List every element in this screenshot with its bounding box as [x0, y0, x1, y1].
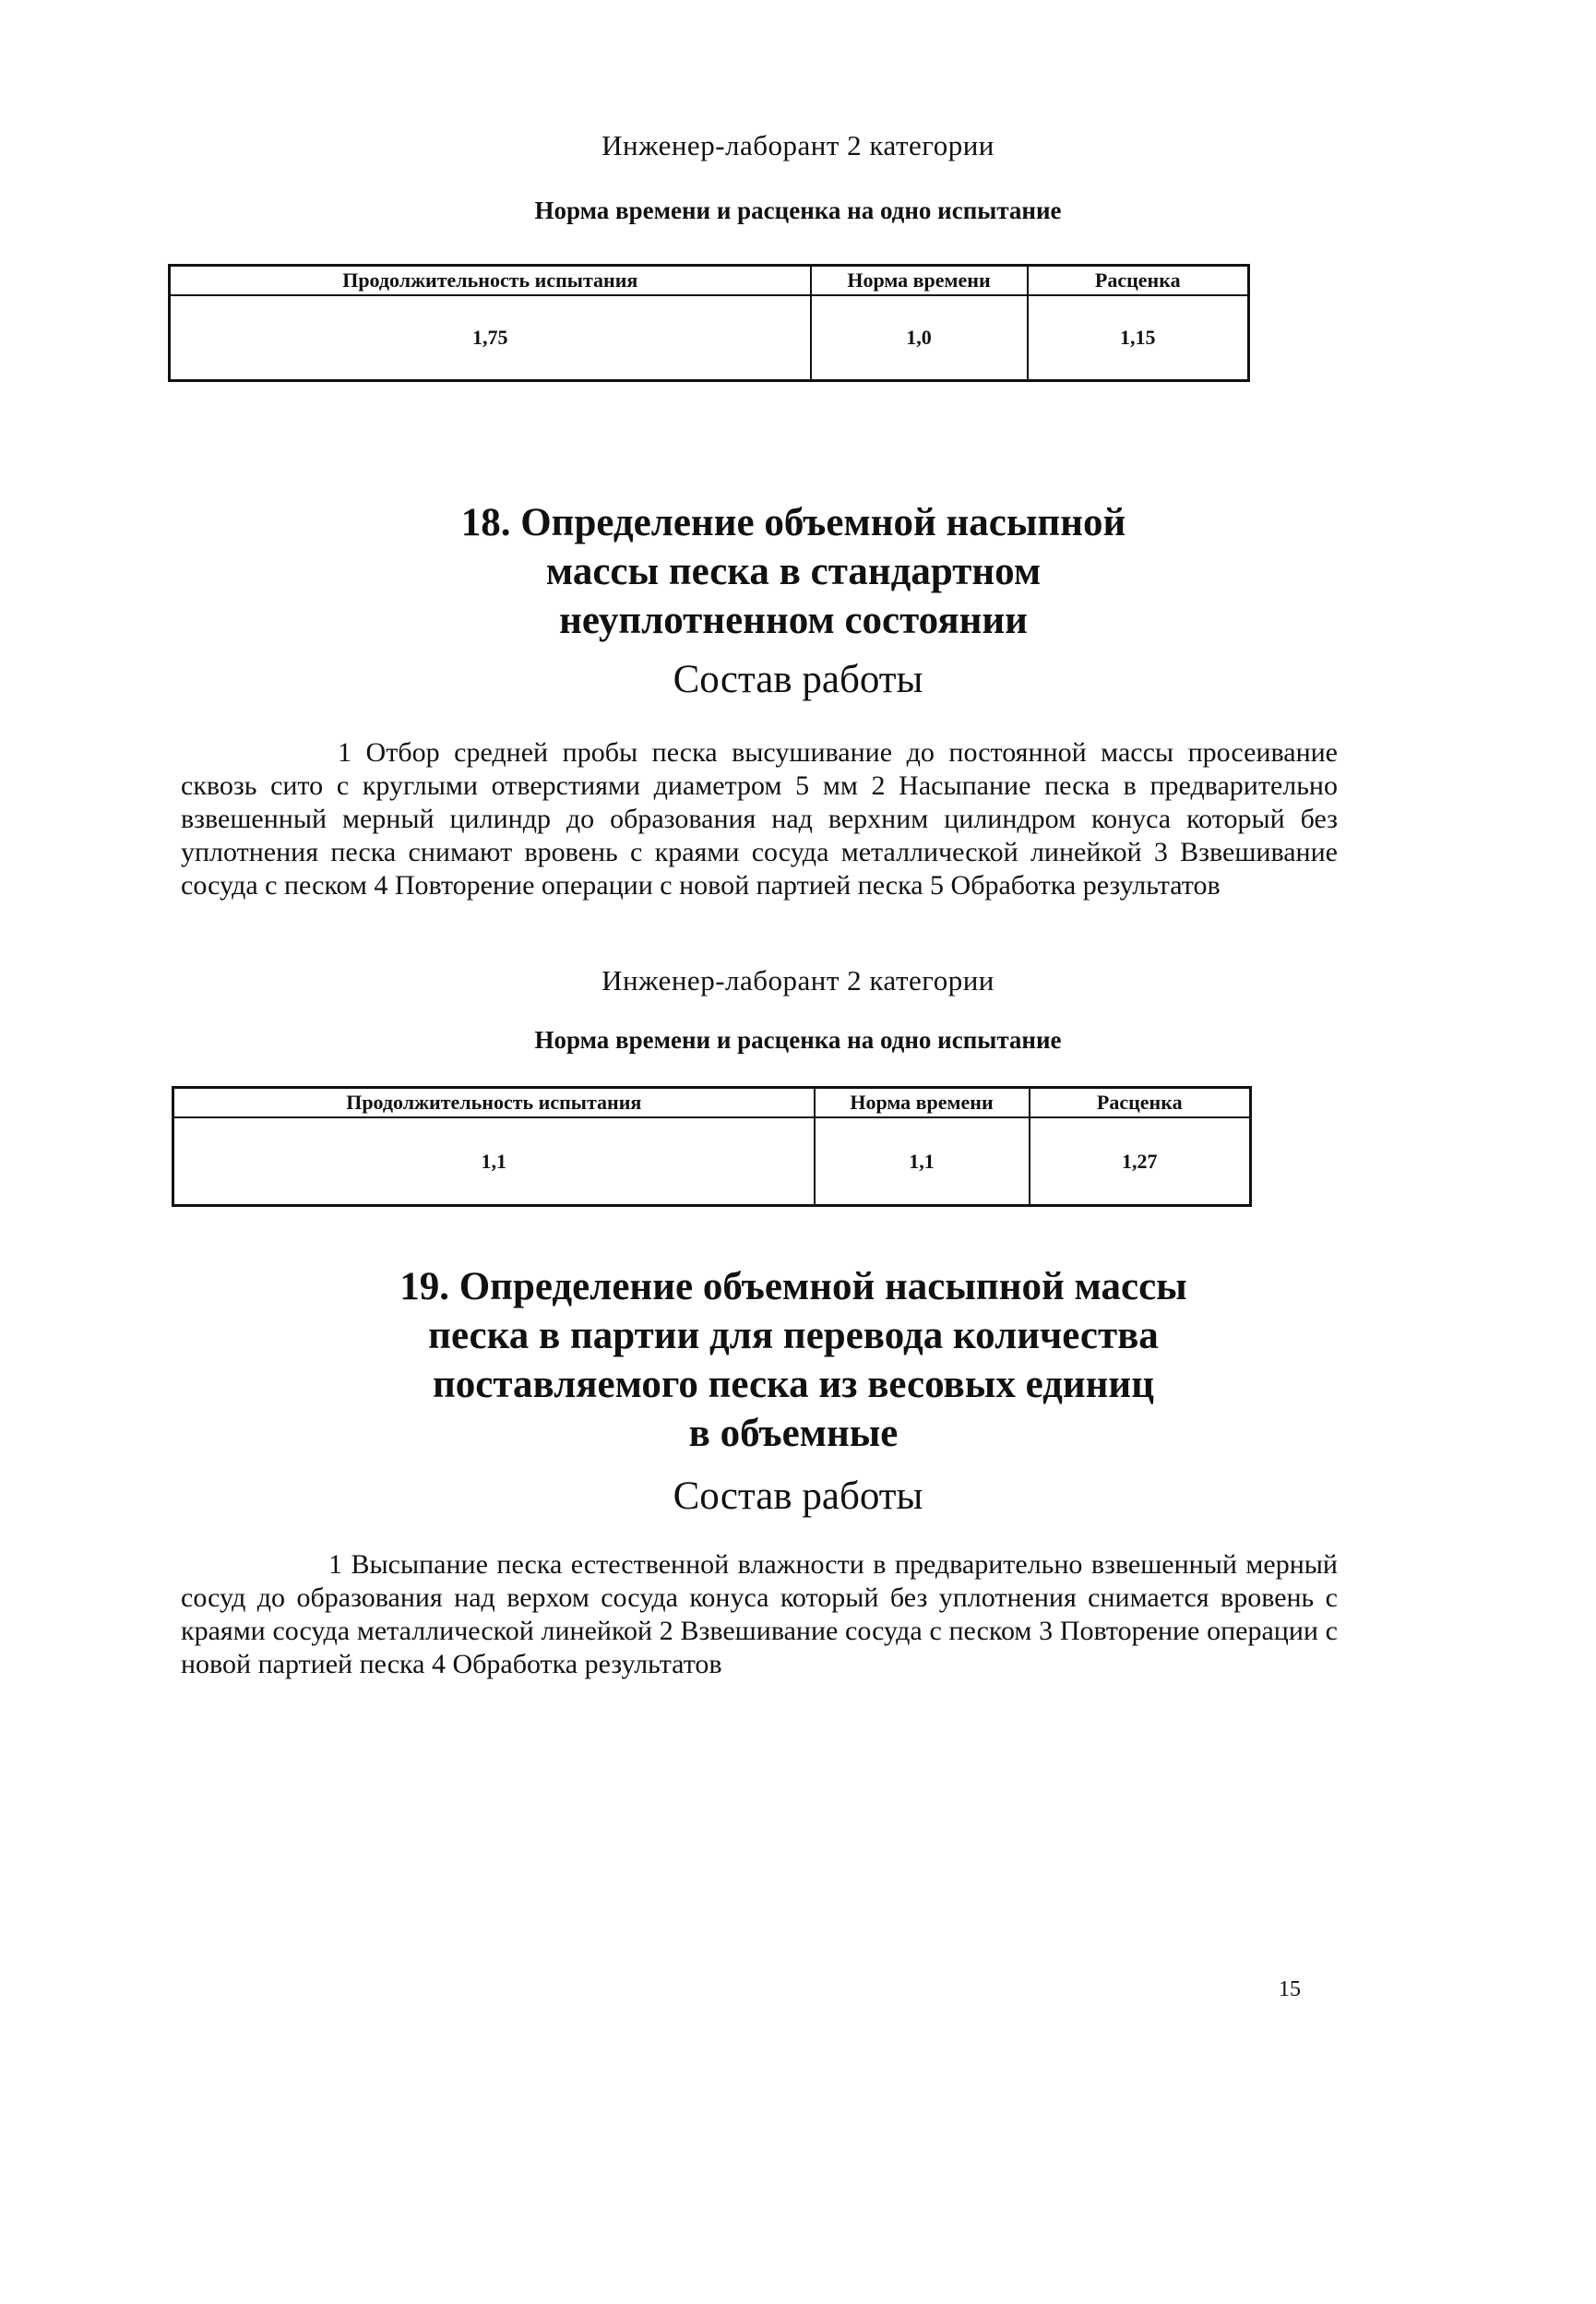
header-time-norm: Норма времени [815, 1088, 1030, 1118]
cell-time-norm: 1,1 [815, 1117, 1030, 1206]
norm-table-1 [168, 264, 1250, 382]
section-18-title [387, 498, 1199, 645]
section-18-title-line-1: 18. Определение объемной насыпной [460, 501, 1126, 544]
section-19-title-line-4: в объемные [688, 1412, 899, 1455]
section-18-title-line-2: массы песка в стандартном [545, 550, 1042, 593]
section-19-title-line-3: поставляемого песка из весовых единиц [433, 1363, 1154, 1406]
section-19-work-heading: Состав работы [673, 1474, 923, 1518]
section-19-work-paragraph: 1 Высыпание песка естественной влажности в предварительно взвешенный мерный сосуд до образования над верхом сосуда конуса который без уплотнения снимается вровень с краями сосуда металлической линейкой 2 Взвешивание сосуда с песком 3 Повторение операции с новой партией песка 4 Обработка результатов [181, 1549, 1338, 1679]
section-19-title [351, 1262, 1236, 1458]
page-number: 15 [1279, 1977, 1301, 2001]
norm-table-title: Норма времени и расценка на одно испытание [534, 197, 1062, 224]
header-time-norm: Норма времени [811, 266, 1028, 296]
section-19-title-line-2: песка в партии для перевода количества [428, 1314, 1159, 1357]
cell-time-norm: 1,0 [811, 295, 1028, 381]
section-18-work-heading: Состав работы [673, 658, 923, 701]
cell-duration: 1,75 [170, 295, 811, 381]
header-rate: Расценка [1030, 1088, 1251, 1118]
header-duration: Продолжительность испытания [170, 266, 811, 296]
header-duration: Продолжительность испытания [173, 1088, 815, 1118]
section-18-title-line-3: неуплотненном состоянии [559, 599, 1028, 642]
header-rate: Расценка [1028, 266, 1249, 296]
role-label: Инженер-лаборант 2 категории [601, 129, 995, 161]
cell-duration: 1,1 [173, 1117, 815, 1206]
cell-rate: 1,15 [1028, 295, 1249, 381]
section-19-title-line-1: 19. Определение объемной насыпной массы [399, 1265, 1187, 1308]
cell-rate: 1,27 [1030, 1117, 1251, 1206]
section-18-work-paragraph: 1 Отбор средней пробы песка высушивание до постоянной массы просеивание сквозь сито с круглыми отверстиями диаметром 5 мм 2 Насыпание песка в предварительно взвешенный мерный цилиндр до образования над верхним цилиндром конуса который без уплотнения песка снимают вровень с краями сосуда металлической линейкой 3 Взвешивание сосуда с песком 4 Повторение операции с новой партией песка 5 Обработка результатов [181, 737, 1338, 901]
norm-table-2 [172, 1086, 1252, 1207]
section-18-role-label: Инженер-лаборант 2 категории [601, 964, 995, 997]
section-18-norm-table-title: Норма времени и расценка на одно испытание [534, 1026, 1062, 1054]
